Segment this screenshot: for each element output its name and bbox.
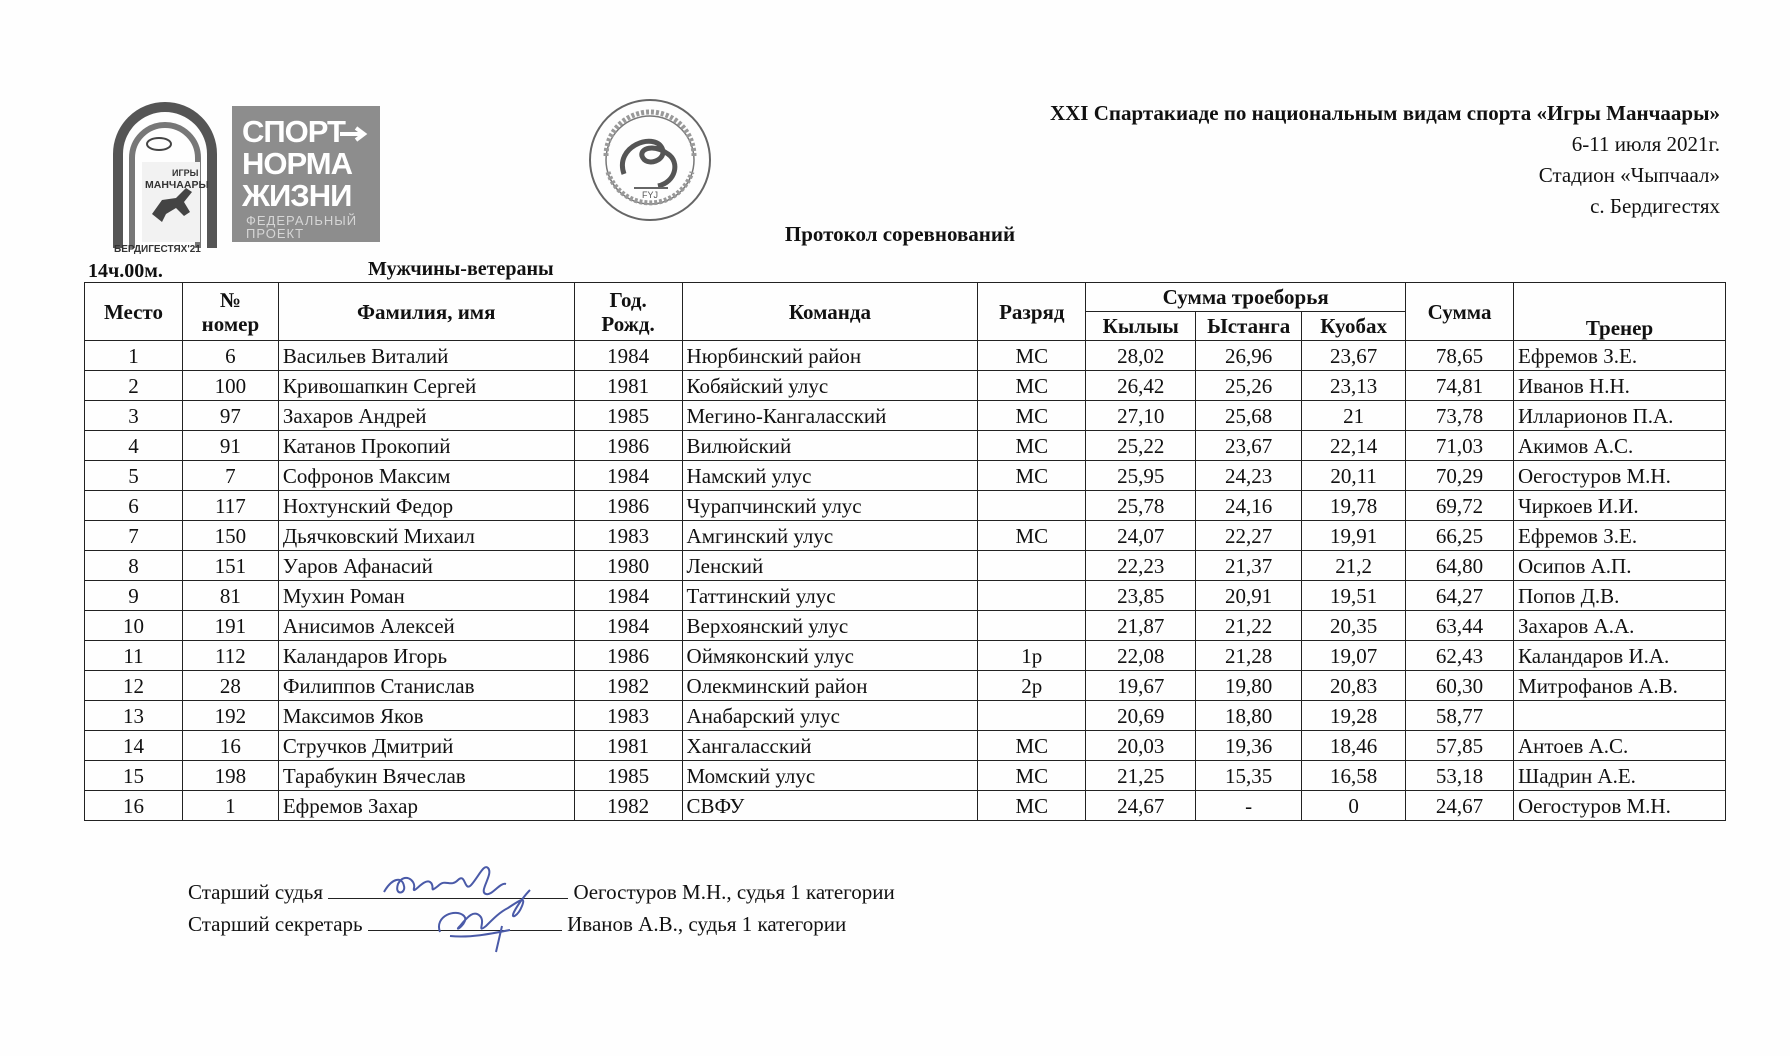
- secretary-label: Старший секретарь: [188, 912, 363, 936]
- cell-total: 57,85: [1406, 731, 1514, 761]
- cell-name: Нохтунский Федор: [278, 491, 574, 521]
- cell-team: Верхоянский улус: [682, 611, 978, 641]
- cell-name: Ефремов Захар: [278, 791, 574, 821]
- cell-ystanga: 25,68: [1196, 401, 1302, 431]
- results-table: [84, 282, 1726, 821]
- cell-team: Момский улус: [682, 761, 978, 791]
- cell-team: Хангаласский: [682, 731, 978, 761]
- cell-kuobakh: 0: [1302, 791, 1406, 821]
- cell-number: 198: [182, 761, 278, 791]
- cell-coach: Иванов Н.Н.: [1514, 371, 1726, 401]
- table-body: [85, 341, 1726, 821]
- table-row: [85, 791, 1726, 821]
- cell-kuobakh: 16,58: [1302, 761, 1406, 791]
- header-year-line1: Год.: [609, 287, 647, 312]
- cell-place: 3: [85, 401, 183, 431]
- cell-year: 1986: [574, 641, 682, 671]
- cell-team: Кобяйский улус: [682, 371, 978, 401]
- cell-place: 7: [85, 521, 183, 551]
- cell-total: 63,44: [1406, 611, 1514, 641]
- cell-name: Захаров Андрей: [278, 401, 574, 431]
- header-total: Сумма: [1406, 283, 1514, 341]
- event-stadium: Стадион «Чыпчаал»: [1538, 163, 1720, 187]
- cell-ystanga: 19,36: [1196, 731, 1302, 761]
- cell-total: 62,43: [1406, 641, 1514, 671]
- logo-text-manchaary: МАНЧААРЫ: [145, 179, 209, 191]
- cell-coach: Чиркоев И.И.: [1514, 491, 1726, 521]
- cell-year: 1984: [574, 341, 682, 371]
- cell-coach: Антоев А.С.: [1514, 731, 1726, 761]
- table-row: [85, 401, 1726, 431]
- cell-kylyy: 21,25: [1086, 761, 1196, 791]
- cell-kuobakh: 19,51: [1302, 581, 1406, 611]
- header-number: [182, 283, 278, 341]
- cell-name: Дьячковский Михаил: [278, 521, 574, 551]
- cell-number: 97: [182, 401, 278, 431]
- judge-name: Оегостуров М.Н., судья 1 категории: [573, 880, 895, 904]
- cell-total: 74,81: [1406, 371, 1514, 401]
- cell-rank: МС: [978, 371, 1086, 401]
- cell-name: Васильев Виталий: [278, 341, 574, 371]
- header-ystanga: Ыстанга: [1196, 312, 1302, 341]
- cell-name: Мухин Роман: [278, 581, 574, 611]
- table-row: [85, 731, 1726, 761]
- cell-name: Уаров Афанасий: [278, 551, 574, 581]
- cell-place: 8: [85, 551, 183, 581]
- event-dates: 6-11 июля 2021г.: [1571, 132, 1720, 156]
- cell-name: Филиппов Станислав: [278, 671, 574, 701]
- header-rank: Разряд: [978, 283, 1086, 341]
- federation-seal-logo: [584, 96, 716, 224]
- cell-year: 1981: [574, 371, 682, 401]
- header-place: Место: [85, 283, 183, 341]
- cell-team: Намский улус: [682, 461, 978, 491]
- cell-rank: [978, 611, 1086, 641]
- cell-number: 7: [182, 461, 278, 491]
- cell-year: 1984: [574, 611, 682, 641]
- cell-year: 1985: [574, 761, 682, 791]
- cell-ystanga: 24,23: [1196, 461, 1302, 491]
- secretary-handwritten-signature: [430, 886, 540, 956]
- cell-ystanga: 21,37: [1196, 551, 1302, 581]
- cell-name: Анисимов Алексей: [278, 611, 574, 641]
- cell-place: 12: [85, 671, 183, 701]
- cell-year: 1981: [574, 731, 682, 761]
- table-row: [85, 761, 1726, 791]
- table-row: [85, 461, 1726, 491]
- cell-name: Катанов Прокопий: [278, 431, 574, 461]
- cell-kylyy: 19,67: [1086, 671, 1196, 701]
- cell-total: 58,77: [1406, 701, 1514, 731]
- header-name: Фамилия, имя: [278, 283, 574, 341]
- header-year: [574, 283, 682, 341]
- cell-number: 16: [182, 731, 278, 761]
- cell-rank: МС: [978, 401, 1086, 431]
- cell-kylyy: 26,42: [1086, 371, 1196, 401]
- cell-ystanga: 15,35: [1196, 761, 1302, 791]
- cell-team: Чурапчинский улус: [682, 491, 978, 521]
- cell-total: 78,65: [1406, 341, 1514, 371]
- header-number-symbol: №: [219, 287, 241, 312]
- cell-kylyy: 21,87: [1086, 611, 1196, 641]
- cell-kuobakh: 19,78: [1302, 491, 1406, 521]
- cell-coach: Ефремов З.Е.: [1514, 341, 1726, 371]
- table-row: [85, 581, 1726, 611]
- cell-place: 15: [85, 761, 183, 791]
- table-row: [85, 671, 1726, 701]
- header-number-label: номер: [201, 311, 260, 336]
- cell-coach: Оегостуров М.Н.: [1514, 461, 1726, 491]
- cell-number: 150: [182, 521, 278, 551]
- cell-kuobakh: 19,28: [1302, 701, 1406, 731]
- start-time: 14ч.00м.: [88, 260, 163, 282]
- table-row: [85, 431, 1726, 461]
- logo-text-igry: ИГРЫ: [172, 168, 199, 178]
- cell-team: Мегино-Кангаласский: [682, 401, 978, 431]
- cell-coach: Каландаров И.А.: [1514, 641, 1726, 671]
- cell-number: 100: [182, 371, 278, 401]
- cell-kuobakh: 21,2: [1302, 551, 1406, 581]
- cell-number: 192: [182, 701, 278, 731]
- cell-kuobakh: 22,14: [1302, 431, 1406, 461]
- cell-kylyy: 25,22: [1086, 431, 1196, 461]
- cell-number: 117: [182, 491, 278, 521]
- cell-coach: Осипов А.П.: [1514, 551, 1726, 581]
- cell-number: 191: [182, 611, 278, 641]
- cell-team: Ленский: [682, 551, 978, 581]
- cell-kylyy: 22,08: [1086, 641, 1196, 671]
- cell-rank: [978, 581, 1086, 611]
- cell-rank: МС: [978, 761, 1086, 791]
- event-info: [1050, 98, 1720, 222]
- cell-ystanga: 21,22: [1196, 611, 1302, 641]
- cell-year: 1980: [574, 551, 682, 581]
- cell-team: Оймяконский улус: [682, 641, 978, 671]
- cell-name: Кривошапкин Сергей: [278, 371, 574, 401]
- cell-year: 1984: [574, 461, 682, 491]
- cell-place: 16: [85, 791, 183, 821]
- cell-total: 64,80: [1406, 551, 1514, 581]
- header-coach: Тренер: [1514, 283, 1726, 341]
- cell-place: 14: [85, 731, 183, 761]
- cell-year: 1982: [574, 791, 682, 821]
- cell-rank: 2р: [978, 671, 1086, 701]
- cell-ystanga: 21,28: [1196, 641, 1302, 671]
- table-row: [85, 491, 1726, 521]
- cell-place: 13: [85, 701, 183, 731]
- table-row: [85, 521, 1726, 551]
- table-header: [85, 283, 1726, 341]
- table-row: [85, 701, 1726, 731]
- cell-kuobakh: 21: [1302, 401, 1406, 431]
- cell-kuobakh: 18,46: [1302, 731, 1406, 761]
- cell-number: 1: [182, 791, 278, 821]
- logo-sport-sub1: ФЕДЕРАЛЬНЫЙ: [246, 213, 358, 228]
- cell-rank: МС: [978, 521, 1086, 551]
- cell-rank: МС: [978, 791, 1086, 821]
- table-row: [85, 371, 1726, 401]
- cell-ystanga: 18,80: [1196, 701, 1302, 731]
- cell-kylyy: 28,02: [1086, 341, 1196, 371]
- cell-coach: [1514, 701, 1726, 731]
- cell-rank: [978, 701, 1086, 731]
- cell-total: 24,67: [1406, 791, 1514, 821]
- cell-place: 5: [85, 461, 183, 491]
- cell-year: 1982: [574, 671, 682, 701]
- cell-rank: 1р: [978, 641, 1086, 671]
- header-year-line2: Рожд.: [601, 311, 655, 336]
- cell-coach: Захаров А.А.: [1514, 611, 1726, 641]
- cell-team: Нюрбинский район: [682, 341, 978, 371]
- event-village: с. Бердигестях: [1590, 194, 1720, 218]
- cell-kylyy: 24,07: [1086, 521, 1196, 551]
- cell-ystanga: 25,26: [1196, 371, 1302, 401]
- cell-ystanga: 22,27: [1196, 521, 1302, 551]
- cell-total: 73,78: [1406, 401, 1514, 431]
- cell-kuobakh: 20,83: [1302, 671, 1406, 701]
- header-triathlon: Сумма троеборья: [1086, 283, 1406, 312]
- table-row: [85, 341, 1726, 371]
- cell-year: 1983: [574, 521, 682, 551]
- cell-kuobakh: 23,13: [1302, 371, 1406, 401]
- cell-rank: МС: [978, 731, 1086, 761]
- cell-team: СВФУ: [682, 791, 978, 821]
- cell-number: 91: [182, 431, 278, 461]
- cell-name: Стручков Дмитрий: [278, 731, 574, 761]
- cell-ystanga: 19,80: [1196, 671, 1302, 701]
- cell-kuobakh: 23,67: [1302, 341, 1406, 371]
- event-title: XXI Спартакиаде по национальным видам спорта «Игры Манчаары»: [1049, 101, 1720, 125]
- seal-fyj-text: FYJ: [642, 190, 659, 200]
- cell-total: 71,03: [1406, 431, 1514, 461]
- cell-number: 6: [182, 341, 278, 371]
- cell-coach: Илларионов П.А.: [1514, 401, 1726, 431]
- cell-place: 4: [85, 431, 183, 461]
- cell-total: 53,18: [1406, 761, 1514, 791]
- cell-ystanga: -: [1196, 791, 1302, 821]
- cell-year: 1986: [574, 491, 682, 521]
- table-row: [85, 641, 1726, 671]
- cell-total: 69,72: [1406, 491, 1514, 521]
- cell-name: Тарабукин Вячеслав: [278, 761, 574, 791]
- category-label: Мужчины-ветераны: [368, 258, 554, 280]
- cell-kylyy: 20,03: [1086, 731, 1196, 761]
- cell-coach: Попов Д.В.: [1514, 581, 1726, 611]
- logo-sport-sub2: ПРОЕКТ: [246, 226, 305, 241]
- cell-year: 1984: [574, 581, 682, 611]
- cell-number: 112: [182, 641, 278, 671]
- cell-place: 9: [85, 581, 183, 611]
- cell-kylyy: 24,67: [1086, 791, 1196, 821]
- protocol-title: Протокол соревнований: [784, 222, 1016, 246]
- cell-kuobakh: 20,11: [1302, 461, 1406, 491]
- header-kuobakh: Куобах: [1302, 312, 1406, 341]
- cell-place: 2: [85, 371, 183, 401]
- cell-team: Вилюйский: [682, 431, 978, 461]
- cell-kylyy: 25,78: [1086, 491, 1196, 521]
- secretary-name: Иванов А.В., судья 1 категории: [567, 912, 847, 936]
- arrow-icon: [340, 126, 370, 142]
- logo-sport-line1: СПОРТ: [242, 114, 345, 149]
- cell-rank: [978, 491, 1086, 521]
- cell-coach: Оегостуров М.Н.: [1514, 791, 1726, 821]
- cell-name: Максимов Яков: [278, 701, 574, 731]
- cell-name: Софронов Максим: [278, 461, 574, 491]
- cell-team: Амгинский улус: [682, 521, 978, 551]
- cell-kylyy: 27,10: [1086, 401, 1196, 431]
- cell-number: 81: [182, 581, 278, 611]
- cell-total: 64,27: [1406, 581, 1514, 611]
- cell-place: 1: [85, 341, 183, 371]
- judge-label: Старший судья: [188, 880, 324, 904]
- table-row: [85, 611, 1726, 641]
- cell-ystanga: 20,91: [1196, 581, 1302, 611]
- cell-kylyy: 22,23: [1086, 551, 1196, 581]
- cell-rank: МС: [978, 341, 1086, 371]
- cell-team: Анабарский улус: [682, 701, 978, 731]
- cell-number: 28: [182, 671, 278, 701]
- cell-coach: Шадрин А.Е.: [1514, 761, 1726, 791]
- logo-text-berdigestyakh: БЕРДИГЕСТЯХ'21: [114, 244, 201, 254]
- logo-sport-line2: НОРМА: [242, 146, 352, 181]
- cell-place: 11: [85, 641, 183, 671]
- judge-signature-line: [188, 880, 895, 905]
- cell-coach: Ефремов З.Е.: [1514, 521, 1726, 551]
- logo-sport-line3: ЖИЗНИ: [242, 178, 352, 213]
- cell-kuobakh: 19,91: [1302, 521, 1406, 551]
- cell-ystanga: 23,67: [1196, 431, 1302, 461]
- cell-kylyy: 23,85: [1086, 581, 1196, 611]
- cell-total: 60,30: [1406, 671, 1514, 701]
- cell-coach: Акимов А.С.: [1514, 431, 1726, 461]
- cell-coach: Митрофанов А.В.: [1514, 671, 1726, 701]
- cell-rank: МС: [978, 461, 1086, 491]
- cell-kylyy: 25,95: [1086, 461, 1196, 491]
- header-team: Команда: [682, 283, 978, 341]
- table-row: [85, 551, 1726, 581]
- cell-kuobakh: 19,07: [1302, 641, 1406, 671]
- cell-year: 1983: [574, 701, 682, 731]
- cell-year: 1985: [574, 401, 682, 431]
- cell-team: Таттинский улус: [682, 581, 978, 611]
- cell-rank: [978, 551, 1086, 581]
- cell-year: 1986: [574, 431, 682, 461]
- cell-number: 151: [182, 551, 278, 581]
- header-kylyy: Кылыы: [1086, 312, 1196, 341]
- cell-total: 70,29: [1406, 461, 1514, 491]
- cell-ystanga: 26,96: [1196, 341, 1302, 371]
- cell-place: 10: [85, 611, 183, 641]
- cell-team: Олекминский район: [682, 671, 978, 701]
- cell-kuobakh: 20,35: [1302, 611, 1406, 641]
- cell-total: 66,25: [1406, 521, 1514, 551]
- cell-place: 6: [85, 491, 183, 521]
- cell-ystanga: 24,16: [1196, 491, 1302, 521]
- cell-rank: МС: [978, 431, 1086, 461]
- cell-kylyy: 20,69: [1086, 701, 1196, 731]
- cell-name: Каландаров Игорь: [278, 641, 574, 671]
